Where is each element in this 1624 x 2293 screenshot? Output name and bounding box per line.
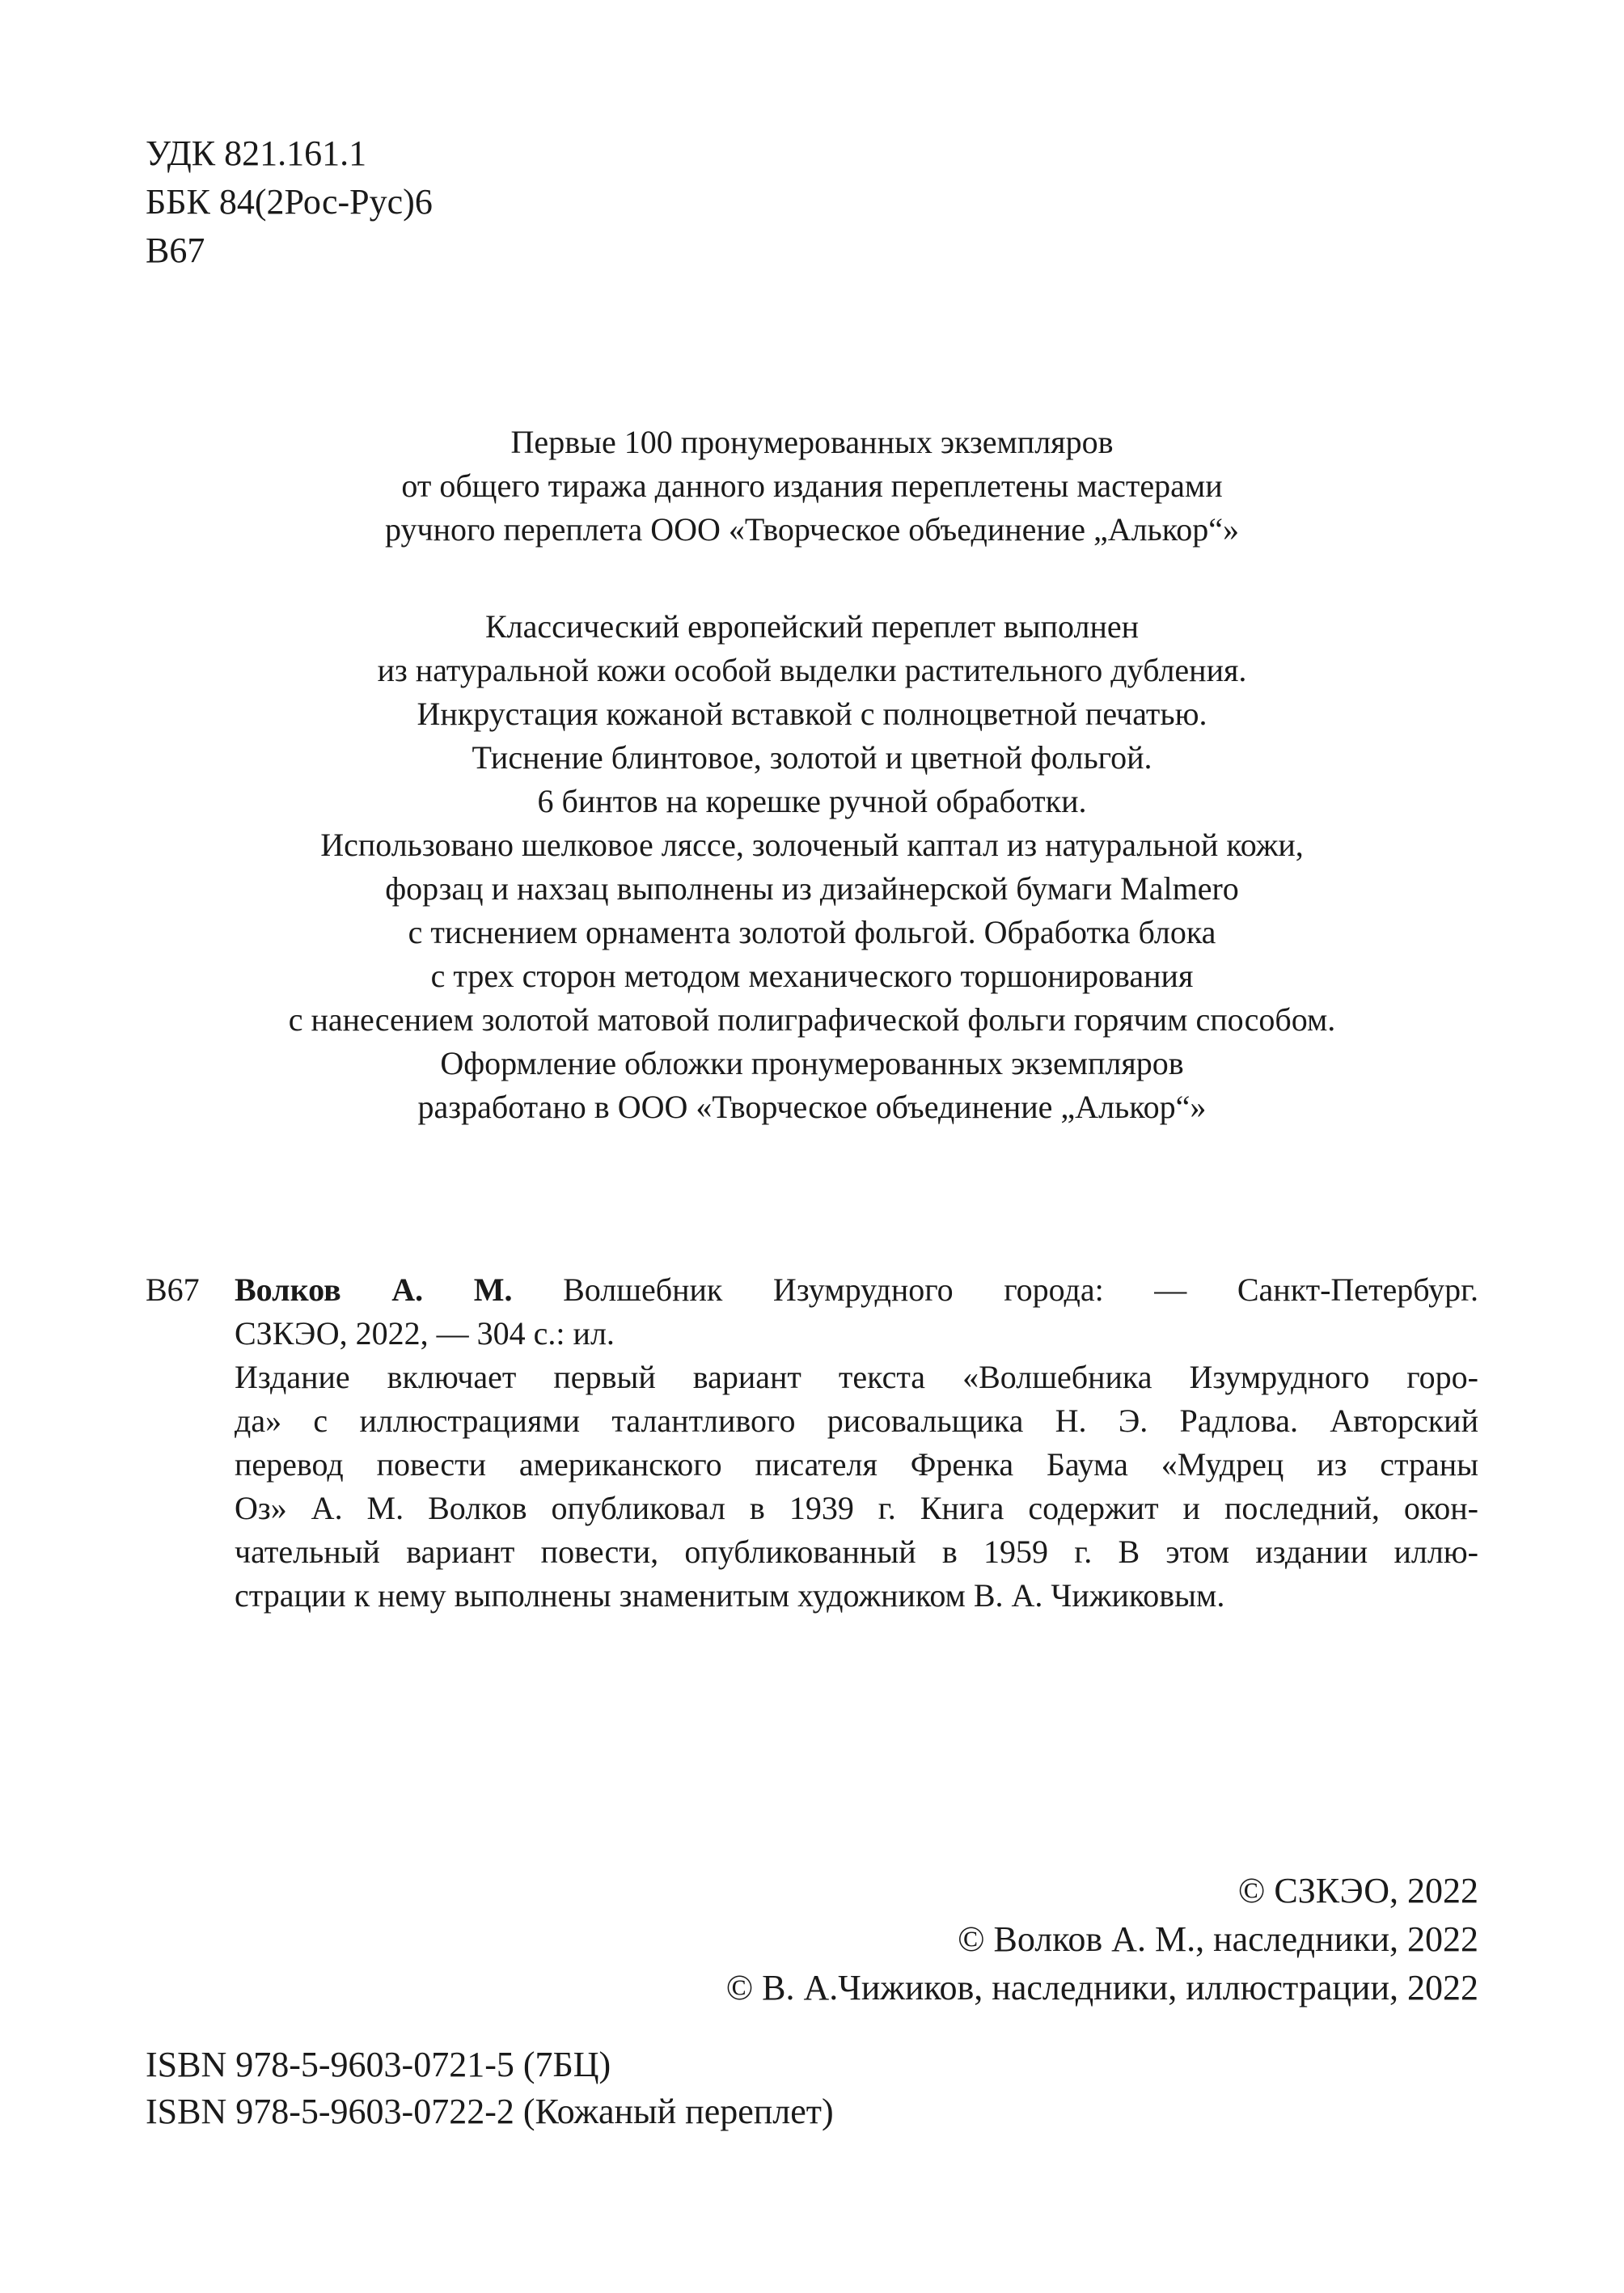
description-line: с тиснением орнамента золотой фольгой. Обработка блока [408, 914, 1216, 950]
entry-author: Волков А. М. [235, 1271, 513, 1308]
description-line: форзац и нахзац выполнены из дизайнерской бумаги Malmero [385, 870, 1239, 907]
description-line: 6 бинтов на корешке ручной обработки. [537, 783, 1087, 819]
description-line: Оформление обложки пронумерованных экземпляров [440, 1045, 1184, 1081]
notice-line: от общего тиража данного издания переплетены мастерами [401, 467, 1223, 504]
entry-title-line [235, 1268, 1478, 1312]
annotation-line: Издание включает первый вариант текста «Волшебника Изумрудного горо- [235, 1359, 1478, 1395]
description-line: из натуральной кожи особой выделки растительного дубления. [377, 652, 1247, 688]
isbn-line: ISBN 978-5-9603-0722-2 (Кожаный переплет) [146, 2092, 834, 2131]
udk-code: УДК 821.161.1 [146, 133, 367, 173]
entry-author-mark: В67 [146, 1271, 200, 1308]
annotation-line: страции к нему выполнены знаменитым художником В. А. Чижиковым. [235, 1577, 1225, 1614]
bbk-code: ББК 84(2Рос-Рус)6 [146, 182, 433, 222]
annotation-line: да» с иллюстрациями талантливого рисовальщика Н. Э. Радлова. Авторский [235, 1402, 1478, 1439]
annotation-line: чательный вариант повести, опубликованный в 1959 г. В этом издании иллю- [235, 1534, 1478, 1570]
isbn-block [146, 2041, 834, 2135]
description-line: Тиснение блинтовое, золотой и цветной фольгой. [472, 739, 1152, 776]
isbn-line: ISBN 978-5-9603-0721-5 (7БЦ) [146, 2045, 611, 2084]
description-line: Классический европейский переплет выполнен [484, 608, 1140, 645]
annotation-line: Оз» А. М. Волков опубликовал в 1939 г. Книга содержит и последний, окон- [235, 1490, 1478, 1526]
copyright-line: © В. А.Чижиков, наследники, иллюстрации, 2022 [725, 1968, 1478, 2007]
notice-line: ручного переплета ООО «Творческое объединение „Алькор“» [385, 511, 1239, 548]
binding-description [146, 605, 1478, 1129]
copyright-line: © СЗКЭО, 2022 [1237, 1871, 1478, 1910]
binding-notice [146, 421, 1478, 552]
description-line: Инкрустация кожаной вставкой с полноцветной печатью. [417, 696, 1207, 732]
entry-body [235, 1268, 1478, 1618]
author-mark: В67 [146, 231, 205, 270]
annotation-line: перевод повести американского писателя Френка Баума «Мудрец из страны [235, 1446, 1478, 1483]
entry-title: Волшебник Изумрудного города: — Санкт-Петербург. [563, 1271, 1479, 1308]
description-line: с трех сторон методом механического торшонирования [430, 958, 1194, 994]
description-line: разработано в ООО «Творческое объединение „Алькор“» [417, 1089, 1207, 1125]
copyright-block [726, 1867, 1478, 2012]
description-line: с нанесением золотой матовой полиграфической фольги горячим способом. [288, 1001, 1336, 1038]
entry-imprint: СЗКЭО, 2022, — 304 с.: ил. [235, 1315, 615, 1352]
description-line: Использовано шелковое ляссе, золоченый каптал из натуральной кожи, [320, 827, 1304, 863]
notice-line: Первые 100 пронумерованных экземпляров [510, 424, 1114, 460]
copyright-line: © Волков А. М., наследники, 2022 [958, 1919, 1478, 1959]
classification-block [146, 129, 433, 275]
